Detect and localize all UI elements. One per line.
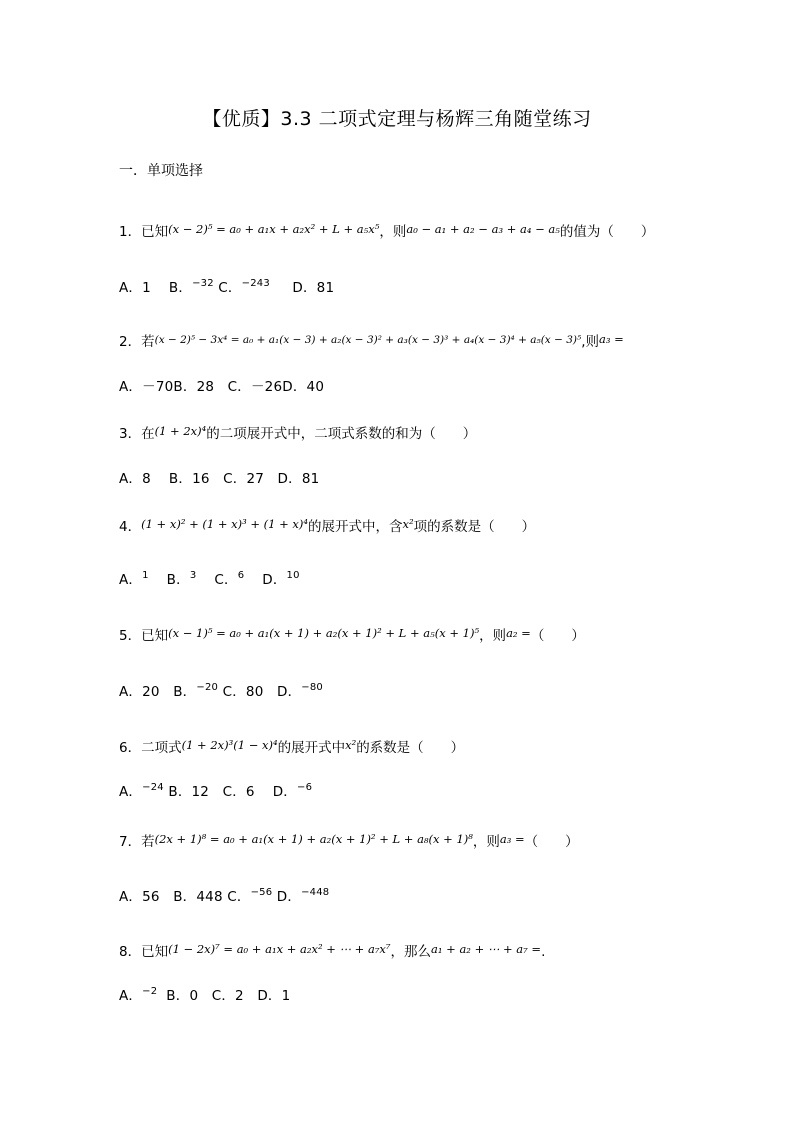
question-3: 3．在(1 + 2x)⁴的二项展开式中，二项式系数的和为（ ） (119, 424, 477, 442)
question-6: 6．二项式(1 + 2x)³(1 − x)⁴的展开式中x²的系数是（ ） (119, 738, 465, 756)
math-expression: a₃ = (598, 332, 624, 346)
question-8: 8．已知(1 − 2x)⁷ = a₀ + a₁x + a₂x² + ⋯ + a₇x⁷，那么a₁ + a₂ + ⋯ + a₇ =. (119, 942, 546, 960)
section-heading: 一．单项选择 (119, 163, 203, 179)
question-2: 2．若$^{(x - 2)^5 - 3x^4 = a_0 + a_1(x - 3) + a_2(x - 3)^2 + a_3(x - 3)^3 + a_4(x - 3)^4 + a_5(x - 3)^5}$,则a₃ = (119, 332, 624, 350)
question-number: 5． (119, 628, 142, 644)
math-expression: (x − 2)⁵ − 3x⁴ = a₀ + a₁(x − 3) + a₂(x − 3)² + a₃(x − 3)³ + a₄(x − 3)⁴ + a₅(x − 3)⁵ (154, 334, 582, 346)
math-expression: a₀ − a₁ + a₂ − a₃ + a₄ − a₅ (406, 222, 560, 236)
options-1: A．1 B．$^{-32}$ C．$^{-243}$ D．81 (119, 278, 335, 296)
question-1: 1．已知(x − 2)⁵ = a₀ + a₁x + a₂x² + L + a₅x⁵，则a₀ − a₁ + a₂ − a₃ + a₄ − a₅的值为（ ） (119, 222, 655, 240)
math-expression: x² (402, 517, 414, 531)
options-7: A．56 B．448 C．$^{-56}$ D．$^{-448}$ (119, 887, 330, 905)
options-8: A．$^{-2}$ B．0 C．2 D．1 (119, 986, 291, 1004)
question-number: 3． (119, 426, 142, 442)
options-2: A．－70B．28 C．－26D．40 (119, 379, 325, 395)
math-expression: (1 + x)² + (1 + x)³ + (1 + x)⁴ (141, 517, 308, 531)
math-expression: (1 + 2x)⁴ (154, 424, 207, 438)
question-number: 4． (119, 519, 142, 535)
options-4: A．$^1$ B．$^3$ C．$^6$ D．$^{10}$ (119, 570, 300, 588)
options-3: A．8 B．16 C．27 D．81 (119, 471, 320, 487)
question-7: 7．若(2x + 1)⁸ = a₀ + a₁(x + 1) + a₂(x + 1)² + L + a₈(x + 1)⁸，则a₃ =（ ） (119, 832, 579, 850)
question-number: 6． (119, 740, 142, 756)
question-number: 2． (119, 334, 142, 350)
math-expression: (x − 1)⁵ = a₀ + a₁(x + 1) + a₂(x + 1)² + L + a₅(x + 1)⁵ (168, 626, 480, 640)
math-expression: (x − 2)⁵ = a₀ + a₁x + a₂x² + L + a₅x⁵ (168, 222, 380, 236)
question-number: 7． (119, 834, 142, 850)
question-number: 1． (119, 224, 142, 240)
options-6: A．$^{-24}$ B．12 C．6 D．$^{-6}$ (119, 782, 313, 800)
options-5: A．20 B．$^{-20}$ C．80 D．$^{-80}$ (119, 682, 323, 700)
math-expression: (1 + 2x)³(1 − x)⁴ (181, 738, 278, 752)
question-4: 4．(1 + x)² + (1 + x)³ + (1 + x)⁴的展开式中，含x²项的系数是（ ） (119, 517, 536, 535)
question-number: 8． (119, 944, 142, 960)
math-expression: (1 − 2x)⁷ = a₀ + a₁x + a₂x² + ⋯ + a₇x⁷ (168, 942, 391, 956)
question-5: 5．已知(x − 1)⁵ = a₀ + a₁(x + 1) + a₂(x + 1)² + L + a₅(x + 1)⁵，则a₂ =（ ） (119, 626, 585, 644)
math-expression: x² (345, 738, 357, 752)
math-expression: (2x + 1)⁸ = a₀ + a₁(x + 1) + a₂(x + 1)² + L + a₈(x + 1)⁸ (154, 832, 473, 846)
math-expression: a₁ + a₂ + ⋯ + a₇ = (431, 942, 542, 956)
page-title: 【优质】3.3 二项式定理与杨辉三角随堂练习 (202, 108, 592, 130)
math-expression: a₂ = (506, 626, 531, 640)
math-expression: a₃ = (499, 832, 525, 846)
